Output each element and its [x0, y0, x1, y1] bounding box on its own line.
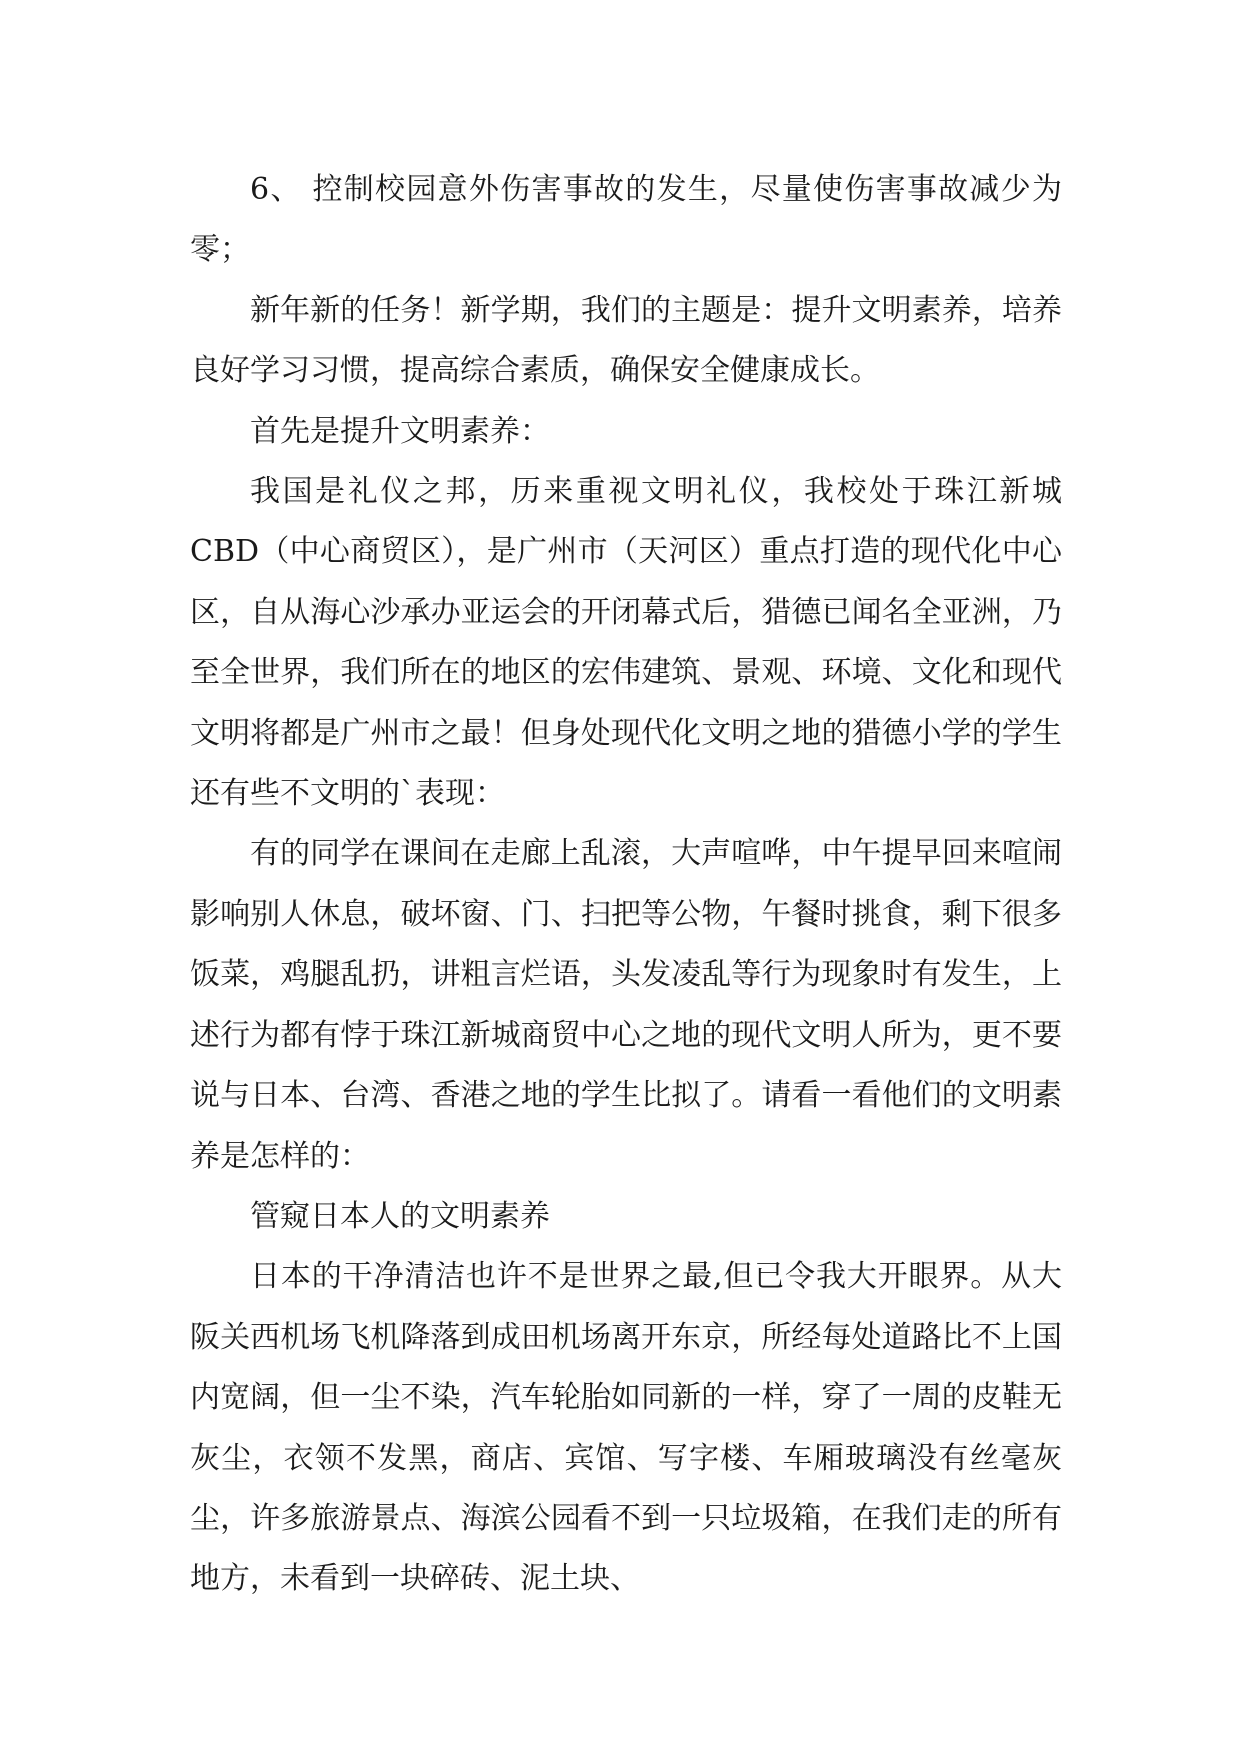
document-body: [190, 160, 1062, 1610]
paragraph-7: 日本的干净清洁也许不是世界之最,但已令我大开眼界。从大阪关西机场飞机降落到成田机场离开东京，所经每处道路比不上国内宽阔，但一尘不染，汽车轮胎如同新的一样，穿了一周的皮鞋无灰尘，衣领不发黑，商店、宾馆、写字楼、车厢玻璃没有丝毫灰尘，许多旅游景点、海滨公园看不到一只垃圾箱，在我们走的所有地方，未看到一块碎砖、泥土块、: [190, 1259, 1062, 1597]
paragraph-4: 我国是礼仪之邦，历来重视文明礼仪，我校处于珠江新城CBD（中心商贸区），是广州市（天河区）重点打造的现代化中心区，自从海心沙承办亚运会的开闭幕式后，猎德已闻名全亚洲，乃至全世界，我们所在的地区的宏伟建筑、景观、环境、文化和现代文明将都是广州市之最！但身处现代化文明之地的猎德小学的学生还有些不文明的`表现：: [190, 474, 1062, 812]
paragraph-1: 6、 控制校园意外伤害事故的发生，尽量使伤害事故减少为零；: [190, 172, 1062, 268]
paragraph-6: 管窥日本人的文明素养: [250, 1198, 550, 1234]
paragraph-3: 首先是提升文明素养：: [250, 413, 550, 449]
paragraph-5: 有的同学在课间在走廊上乱滚，大声喧哗，中午提早回来喧闹影响别人休息，破坏窗、门、扫把等公物，午餐时挑食，剩下很多饭菜，鸡腿乱扔，讲粗言烂语，头发凌乱等行为现象时有发生，上述行为都有悖于珠江新城商贸中心之地的现代文明人所为，更不要说与日本、台湾、香港之地的学生比拟了。请看一看他们的文明素养是怎样的：: [190, 836, 1062, 1174]
paragraph-2: 新年新的任务！新学期，我们的主题是：提升文明素养，培养良好学习习惯，提高综合素质，确保安全健康成长。: [190, 292, 1062, 389]
